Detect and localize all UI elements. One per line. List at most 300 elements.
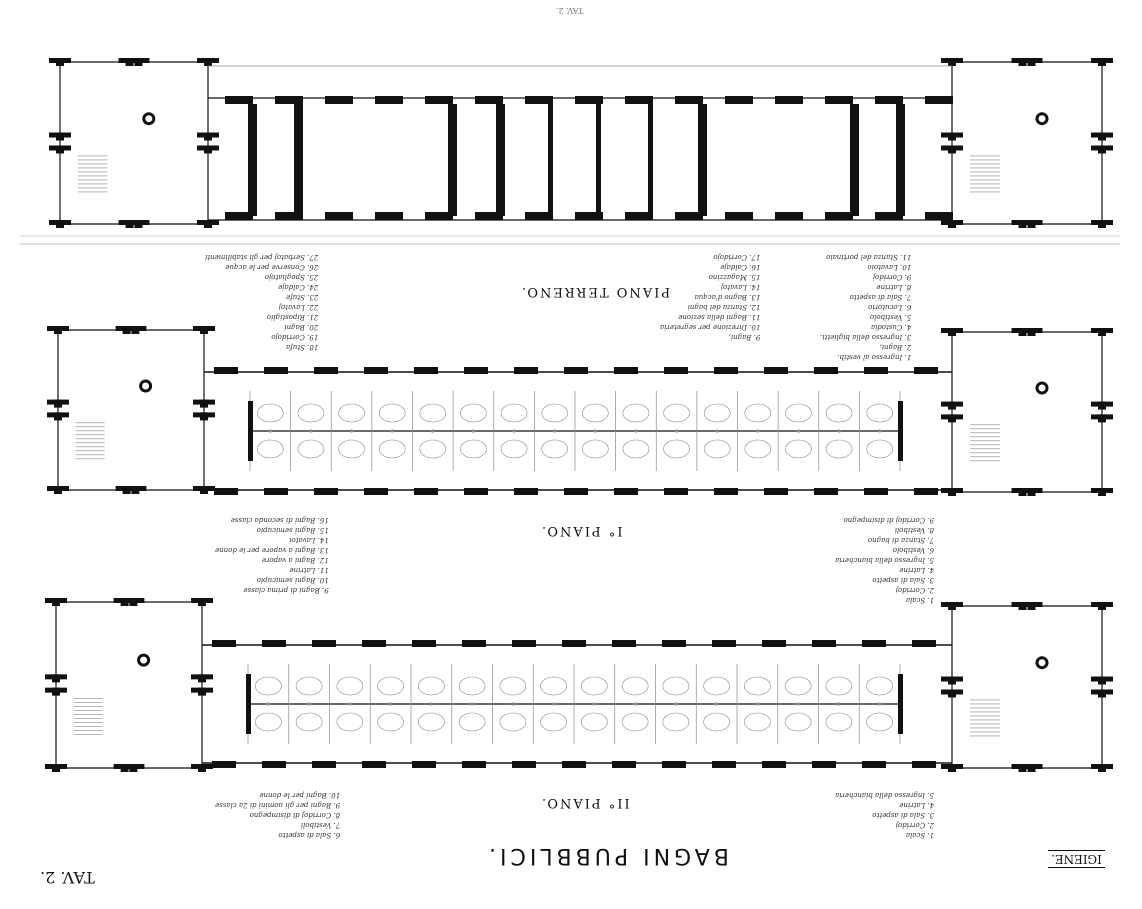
secondo-right-pavilion-wall	[1021, 764, 1043, 769]
primo-wing-pier	[864, 488, 888, 495]
primo-left-pavilion-wall	[124, 326, 146, 331]
legend-entry: 6. Locutorio	[868, 303, 912, 311]
secondo-left-pavilion-wall	[191, 598, 213, 603]
legend-entry: 11. Bagni della sezione	[678, 313, 761, 321]
secondo-baths-tub	[867, 677, 893, 695]
secondo-left-pavilion-wall	[122, 598, 144, 603]
primo-baths-tub	[257, 440, 283, 458]
legend-entry: 3. Sala di aspetto	[872, 811, 935, 819]
terreno-left-pavilion-wall	[49, 133, 71, 138]
terreno-pier	[825, 212, 853, 220]
primo-wing-pier	[414, 367, 438, 374]
terreno-pier	[725, 212, 753, 220]
primo-baths-node	[594, 429, 597, 432]
secondo-baths-tub	[255, 713, 281, 731]
primo-baths-node	[350, 429, 353, 432]
plan-label-secondo: II° PIANO.	[540, 795, 630, 810]
primo-wing-pier	[664, 488, 688, 495]
secondo-right-pavilion-well	[1037, 658, 1047, 668]
primo-baths-tub	[501, 404, 527, 422]
secondo-left-pavilion-wall	[45, 688, 67, 693]
legend-entry: 2. Corridoj	[895, 586, 935, 594]
secondo-wing-pier	[212, 761, 236, 768]
legend-entry: 9. Bagni di prima classe	[243, 586, 329, 594]
secondo-wing-pier	[212, 640, 236, 647]
terreno-left-pavilion-wall	[127, 58, 149, 63]
legend-entry: 14. Lavatoi	[289, 536, 329, 544]
legend-entry: 5. Vestibolo	[869, 313, 912, 321]
secondo-baths-tub	[418, 713, 444, 731]
secondo-wing-pier	[412, 761, 436, 768]
legend-entry: 26. Conserve per le acque	[225, 263, 319, 271]
secondo-right-pavilion-wall	[941, 689, 963, 694]
secondo-baths-tub	[826, 677, 852, 695]
secondo-baths-node	[389, 702, 392, 705]
secondo-baths-tub	[785, 713, 811, 731]
secondo-wing-pier	[462, 640, 486, 647]
terreno-pier	[225, 96, 253, 104]
legend-entry: 10. Direzione per segreteria	[660, 323, 761, 331]
legend-entry: 11. Latrine	[289, 566, 329, 574]
legend-entry: 16. Bagni di seconda classe	[230, 516, 329, 524]
secondo-baths-tub	[704, 713, 730, 731]
secondo-wing-pier	[862, 640, 886, 647]
terreno-cross-wall-thin	[596, 104, 601, 216]
primo-wing-pier	[314, 488, 338, 495]
terreno-left-pavilion-wall	[197, 58, 219, 63]
terreno-cross-wall	[896, 104, 905, 216]
secondo-wing-pier	[912, 640, 936, 647]
legend-entry: 2. Bagni,	[879, 343, 912, 351]
terreno-cross-wall	[294, 104, 303, 216]
primo-baths-tub	[339, 440, 365, 458]
primo-baths-tub	[420, 404, 446, 422]
primo-baths-node	[553, 429, 556, 432]
primo-baths-node	[309, 429, 312, 432]
legend-entry: 8. Vestiboli	[894, 526, 935, 534]
terreno-left-pavilion-wall	[49, 58, 71, 63]
primo-baths-tub	[542, 404, 568, 422]
secondo-wing-pier	[912, 761, 936, 768]
legend-entry: 1. Scala	[905, 596, 935, 604]
primo-baths-node	[716, 429, 719, 432]
secondo-right-pavilion-wall	[1091, 689, 1113, 694]
primo-baths-node	[675, 429, 678, 432]
legend-entry: 7. Vestiboli	[300, 821, 341, 829]
secondo-baths-tub	[296, 713, 322, 731]
secondo-baths-node	[511, 702, 514, 705]
legend-terreno-mid	[660, 252, 760, 342]
primo-baths-tub	[379, 404, 405, 422]
secondo-wing-pier	[362, 761, 386, 768]
secondo-left-pavilion-wall	[122, 764, 144, 769]
legend-entry: 12. Bagni a vapore	[261, 556, 329, 564]
legend-entry: 6. Vestibolo	[892, 546, 935, 554]
terreno-right-pavilion-wall	[1091, 58, 1113, 63]
terreno-cross-wall	[448, 104, 457, 216]
secondo-wing-pier	[862, 761, 886, 768]
primo-wing-pier	[864, 367, 888, 374]
legend-entry: 9. Bagni per gli uomini di 2a classe	[215, 801, 341, 809]
primo-baths-tub	[501, 440, 527, 458]
secondo-wing-pier	[812, 761, 836, 768]
terreno-pier	[325, 212, 353, 220]
legend-entry: 23. Stufe	[286, 293, 319, 301]
legend-entry: 19. Corridojo	[271, 333, 319, 341]
primo-baths-tub	[867, 404, 893, 422]
legend-entry: 3. Ingresso della biglietti.	[820, 333, 912, 341]
legend-entry: 6. Sala di aspetto	[278, 831, 341, 839]
terreno-pier	[775, 96, 803, 104]
primo-wing-pier	[614, 367, 638, 374]
legend-entry: 13. Bagno d'acqua	[694, 293, 761, 301]
legend-entry: 7. Sala di aspetto	[849, 293, 912, 301]
legend-entry: 10. Bagni per le donne	[259, 791, 341, 799]
secondo-baths-tub	[500, 677, 526, 695]
primo-wing-pier	[564, 367, 588, 374]
legend-entry: 24. Caldaje	[278, 283, 319, 291]
legend-entry: 4. Custodia	[870, 323, 912, 331]
secondo-baths-tub	[622, 677, 648, 695]
primo-baths-node	[797, 429, 800, 432]
terreno-cross-wall	[850, 104, 859, 216]
secondo-baths-tub	[581, 677, 607, 695]
terreno-pier	[275, 96, 303, 104]
secondo-left-pavilion-wall	[45, 674, 67, 679]
terreno-right-pavilion-wall	[1091, 133, 1113, 138]
secondo-wing-pier	[262, 761, 286, 768]
terreno-pier	[875, 96, 903, 104]
secondo-baths-tub	[744, 713, 770, 731]
primo-baths-tub	[785, 404, 811, 422]
secondo-baths-tub	[459, 677, 485, 695]
secondo-wing-pier	[712, 640, 736, 647]
terreno-cross-wall	[698, 104, 707, 216]
legend-entry: 11. Stanza del portinaio	[826, 253, 912, 261]
primo-wing-pier	[364, 367, 388, 374]
secondo-baths-node	[756, 702, 759, 705]
secondo-wing-pier	[762, 761, 786, 768]
secondo-wing-pier	[562, 761, 586, 768]
primo-baths-node	[269, 429, 272, 432]
legend-entry: 10. Lavatoio	[867, 263, 912, 271]
primo-right-pavilion-wall	[941, 414, 963, 419]
terreno-pier	[625, 96, 653, 104]
primo-wing-pier	[714, 488, 738, 495]
legend-entry: 4. Latrine	[899, 566, 935, 574]
primo-baths-tub	[745, 440, 771, 458]
secondo-baths-tub	[663, 713, 689, 731]
secondo-baths-end-wall	[898, 674, 903, 734]
primo-wing-pier	[814, 488, 838, 495]
primo-left-pavilion-wall	[193, 400, 215, 405]
primo-baths-tub	[582, 404, 608, 422]
secondo-baths-tub	[459, 713, 485, 731]
legend-entry: 12. Stanza dei bagni	[687, 303, 761, 311]
primo-baths-tub	[664, 440, 690, 458]
terreno-cross-wall	[248, 104, 257, 216]
primo-wing-pier	[214, 367, 238, 374]
secondo-right-pavilion-wall	[941, 602, 963, 607]
primo-left-pavilion-wall	[47, 486, 69, 491]
secondo-baths-tub	[378, 713, 404, 731]
legend-entry: 8. Corridoj di disimpegno	[249, 811, 341, 819]
terreno-cross-wall-thin	[648, 104, 653, 216]
secondo-wing-pier	[462, 761, 486, 768]
category-label: IGIENE.	[1048, 850, 1105, 868]
terreno-pier	[325, 96, 353, 104]
plans-group	[20, 58, 1120, 772]
primo-baths-tub	[826, 404, 852, 422]
legend-entry: 25. Spogliatojo	[264, 273, 319, 281]
primo-baths-tub	[542, 440, 568, 458]
terreno-pier	[375, 212, 403, 220]
primo-baths-node	[431, 429, 434, 432]
legend-entry: 2. Corridoj	[895, 821, 935, 829]
secondo-baths-tub	[581, 713, 607, 731]
terreno-pier	[425, 96, 453, 104]
primo-baths-tub	[339, 404, 365, 422]
secondo-baths-tub	[622, 713, 648, 731]
secondo-left-pavilion-wall	[45, 598, 67, 603]
primo-baths-tub	[420, 440, 446, 458]
primo-baths-tub	[867, 440, 893, 458]
primo-baths-node	[878, 429, 881, 432]
primo-wing-pier	[364, 488, 388, 495]
primo-right-pavilion-wall	[1021, 488, 1043, 493]
terreno-left-pavilion-well	[144, 114, 154, 124]
primo-right-pavilion-wall	[1021, 328, 1043, 333]
secondo-baths-node	[878, 702, 881, 705]
terreno-right-pavilion-wall	[941, 145, 963, 150]
primo-baths-node	[837, 429, 840, 432]
primo-baths-tub	[257, 404, 283, 422]
terreno-right-pavilion-wall	[1091, 220, 1113, 225]
secondo-baths-node	[348, 702, 351, 705]
plate-number: TAV. 2.	[40, 868, 95, 887]
primo-baths-tub	[704, 440, 730, 458]
primo-left-pavilion-wall	[193, 412, 215, 417]
primo-wing-pier	[514, 488, 538, 495]
terreno-right-pavilion-wall	[1091, 145, 1113, 150]
secondo-baths-tub	[826, 713, 852, 731]
secondo-baths-tub	[785, 677, 811, 695]
terreno-right-pavilion-wall	[1021, 220, 1043, 225]
legend-primo-right	[835, 515, 934, 605]
secondo-wing-pier	[662, 761, 686, 768]
secondo-wing-pier	[512, 640, 536, 647]
terreno-cross-wall-thin	[548, 104, 553, 216]
secondo-left-pavilion-wall	[45, 764, 67, 769]
legend-entry: 1. Ingresso al vestib.	[837, 353, 912, 361]
secondo-baths-tub	[541, 677, 567, 695]
primo-baths-tub	[785, 440, 811, 458]
primo-right-pavilion-wall	[1091, 328, 1113, 333]
secondo-baths-tub	[255, 677, 281, 695]
primo-baths-tub	[582, 440, 608, 458]
terreno-left-pavilion-wall	[197, 145, 219, 150]
primo-wing-pier	[714, 367, 738, 374]
primo-left-pavilion-well	[141, 381, 151, 391]
secondo-baths-node	[267, 702, 270, 705]
secondo-baths-node	[471, 702, 474, 705]
primo-right-pavilion-wall	[1091, 402, 1113, 407]
terreno-pier	[525, 96, 553, 104]
secondo-baths-tub	[337, 713, 363, 731]
legend-entry: 5. Ingresso della biancheria	[835, 556, 935, 564]
terreno-pier	[375, 96, 403, 104]
terreno-pier	[775, 212, 803, 220]
primo-left-pavilion-wall	[124, 486, 146, 491]
legend-entry: 1. Scala	[905, 831, 935, 839]
secondo-baths-tub	[296, 677, 322, 695]
legend-primo-left	[215, 515, 329, 595]
primo-left-pavilion-wall	[47, 400, 69, 405]
primo-baths-node	[756, 429, 759, 432]
legend-entry: 16. Caldaje	[720, 263, 761, 271]
secondo-baths-tub	[663, 677, 689, 695]
secondo-baths-tub	[867, 713, 893, 731]
legend-entry: 9. Corridoj di disimpegno	[843, 516, 935, 524]
primo-wing-pier	[764, 488, 788, 495]
primo-baths-tub	[298, 440, 324, 458]
secondo-right-pavilion-wall	[1091, 602, 1113, 607]
terreno-left-pavilion-wall	[197, 133, 219, 138]
secondo-wing-pier	[812, 640, 836, 647]
legend-entry: 10. Bagni semicupio	[256, 576, 329, 584]
terreno-pier	[725, 96, 753, 104]
primo-baths-tub	[826, 440, 852, 458]
secondo-baths-tub	[500, 713, 526, 731]
secondo-wing-pier	[412, 640, 436, 647]
primo-right-pavilion-wall	[941, 328, 963, 333]
secondo-right-pavilion-wall	[1021, 602, 1043, 607]
primo-wing-pier	[414, 488, 438, 495]
terreno-pier	[925, 96, 953, 104]
legend-entry: 7. Stanza di bagno	[867, 536, 935, 544]
legend-entry: 18. Stufa	[285, 343, 319, 351]
terreno-pier	[475, 96, 503, 104]
legend-entry: 14. Lavatoj	[720, 283, 761, 291]
legend-terreno-right	[820, 252, 911, 362]
primo-baths-tub	[623, 440, 649, 458]
primo-baths-tub	[623, 404, 649, 422]
primo-baths-end-wall	[248, 401, 253, 461]
primo-wing-pier	[564, 488, 588, 495]
primo-right-pavilion-wall	[941, 402, 963, 407]
terreno-left-pavilion-wall	[197, 220, 219, 225]
legend-entry: 9. Bagni,	[728, 333, 761, 341]
secondo-wing-pier	[512, 761, 536, 768]
secondo-wing-pier	[362, 640, 386, 647]
primo-wing-pier	[814, 367, 838, 374]
secondo-baths-node	[430, 702, 433, 705]
secondo-wing-pier	[762, 640, 786, 647]
primo-baths-node	[391, 429, 394, 432]
secondo-wing-pier	[612, 640, 636, 647]
secondo-wing-pier	[712, 761, 736, 768]
legend-entry: 13. Bagni a vapore per le donne	[215, 546, 329, 554]
secondo-baths-tub	[541, 713, 567, 731]
secondo-baths-tub	[378, 677, 404, 695]
secondo-wing-pier	[562, 640, 586, 647]
secondo-wing-pier	[312, 761, 336, 768]
terreno-left-pavilion-wall	[127, 220, 149, 225]
primo-baths-node	[512, 429, 515, 432]
primo-wing-pier	[614, 488, 638, 495]
primo-baths-tub	[460, 440, 486, 458]
legend-secondo-left	[215, 790, 340, 840]
primo-baths-node	[634, 429, 637, 432]
legend-entry: 27. Serbatoj per gli stabilimenti	[205, 253, 319, 261]
sheet-title: BAGNI PUBBLICI.	[485, 843, 729, 868]
terreno-right-pavilion-wall	[941, 133, 963, 138]
primo-left-pavilion-wall	[47, 412, 69, 417]
secondo-baths-node	[593, 702, 596, 705]
primo-baths-tub	[704, 404, 730, 422]
secondo-wing-pier	[262, 640, 286, 647]
primo-right-pavilion-well	[1037, 383, 1047, 393]
primo-wing-pier	[264, 367, 288, 374]
secondo-baths-tub	[704, 677, 730, 695]
secondo-baths-node	[837, 702, 840, 705]
secondo-baths-tub	[418, 677, 444, 695]
legend-entry: 9. Corridoj	[872, 273, 912, 281]
secondo-wing-pier	[612, 761, 636, 768]
secondo-baths-node	[308, 702, 311, 705]
primo-wing-pier	[764, 367, 788, 374]
primo-right-pavilion-wall	[1091, 414, 1113, 419]
primo-wing-pier	[214, 488, 238, 495]
primo-wing-pier	[914, 367, 938, 374]
secondo-baths-end-wall	[246, 674, 251, 734]
terreno-pier	[825, 96, 853, 104]
terreno-right-pavilion-wall	[1021, 58, 1043, 63]
secondo-wing-pier	[662, 640, 686, 647]
plan-label-terreno: PIANO TERRENO.	[520, 284, 671, 299]
terreno-pier	[675, 96, 703, 104]
legend-entry: 8. Latrine	[876, 283, 912, 291]
primo-wing-pier	[464, 488, 488, 495]
secondo-left-pavilion-well	[139, 655, 149, 665]
primo-wing-pier	[264, 488, 288, 495]
secondo-left-pavilion-wall	[191, 764, 213, 769]
legend-entry: 4. Latrine	[899, 801, 935, 809]
secondo-right-pavilion-wall	[1091, 764, 1113, 769]
terreno-left-pavilion-wall	[49, 145, 71, 150]
secondo-left-pavilion-wall	[191, 674, 213, 679]
secondo-baths-node	[797, 702, 800, 705]
plan-label-primo: I° PIANO.	[540, 523, 623, 538]
legend-entry: 15. Bagni semicupio	[256, 526, 329, 534]
legend-entry: 3. Sala di aspetto	[872, 576, 935, 584]
top-header: TAV. 2.	[556, 6, 584, 15]
legend-terreno-left	[205, 252, 318, 352]
secondo-right-pavilion-wall	[941, 677, 963, 682]
terreno-right-pavilion-wall	[941, 220, 963, 225]
primo-right-pavilion-wall	[1091, 488, 1113, 493]
terreno-cross-wall	[496, 104, 505, 216]
terreno-pier	[575, 96, 603, 104]
legend-entry: 22. Lavatoj	[278, 303, 319, 311]
secondo-left-pavilion-wall	[191, 688, 213, 693]
primo-baths-tub	[745, 404, 771, 422]
terreno-pier	[925, 212, 953, 220]
secondo-baths-node	[674, 702, 677, 705]
primo-baths-tub	[379, 440, 405, 458]
primo-baths-end-wall	[898, 401, 903, 461]
legend-secondo-right	[835, 790, 934, 840]
